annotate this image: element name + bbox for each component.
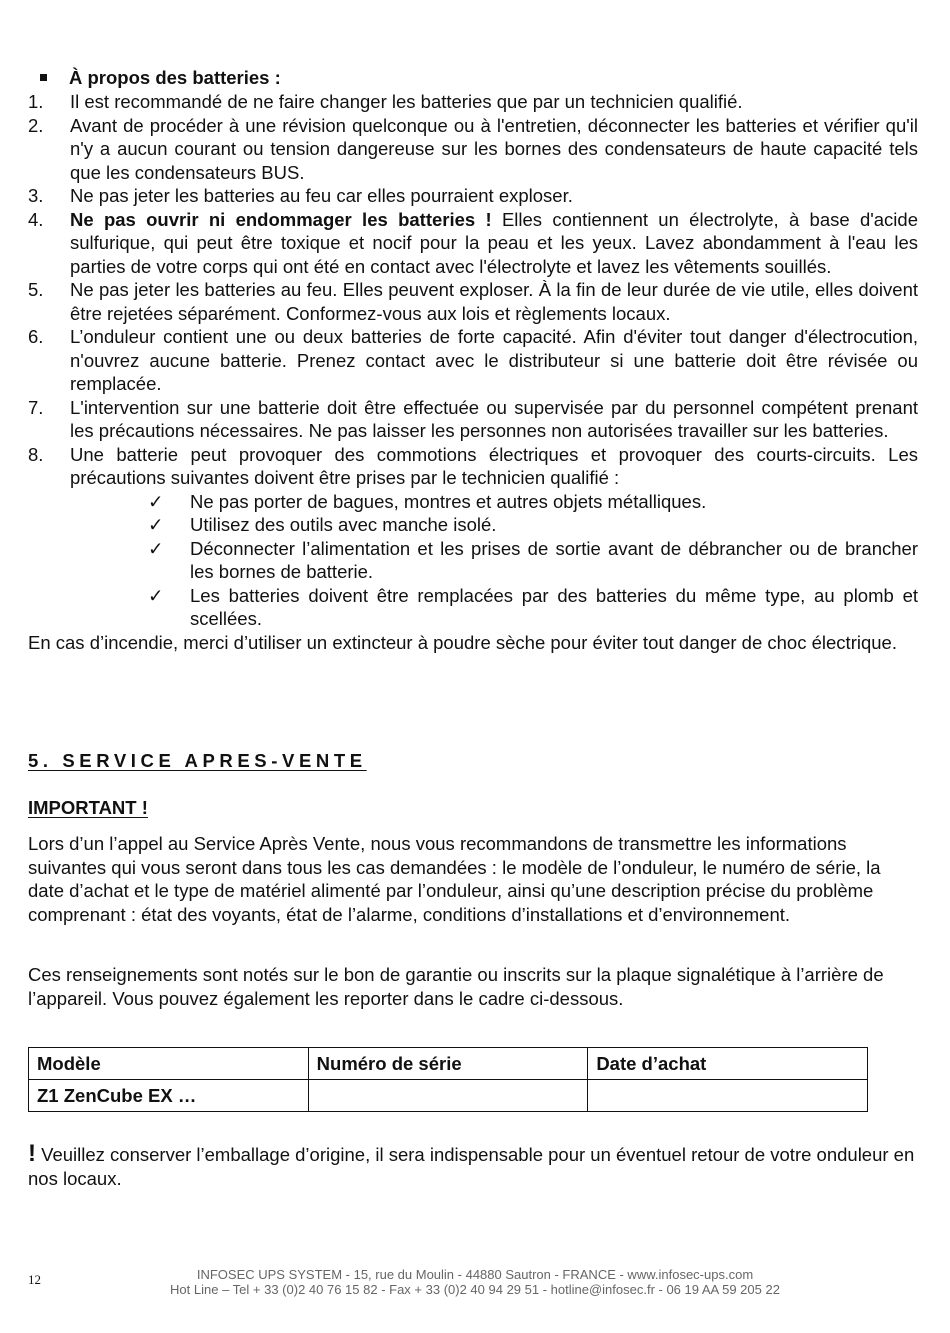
item-text: Elles contiennent un électrolyte, à base d'acide sulfurique, qui peut être toxique et nocif pour la peau et les yeux. Lavez abondamment à l'eau les parties de votre corps qui ont été en contact avec l'électrolyte et lavez les vêtements souillés.	[70, 208, 918, 277]
header-purchase-date: Date d’achat	[588, 1048, 868, 1080]
item-number: 1.	[28, 91, 44, 112]
item-bold-warning: Ne pas ouvrir ni endommager les batteries !	[70, 208, 492, 230]
checklist-text: Utilisez des outils avec manche isolé.	[190, 514, 497, 535]
item-text: Ne pas jeter les batteries au feu car elles pourraient exploser.	[70, 185, 573, 206]
checklist-text: Les batteries doivent être remplacées par des batteries du même type, au plomb et scellées.	[190, 584, 918, 629]
item-number: 6.	[28, 326, 44, 347]
item-number: 5.	[28, 279, 44, 300]
list-item	[28, 184, 918, 208]
item-text: Il est recommandé de ne faire changer les batteries que par un technicien qualifié.	[70, 91, 743, 112]
list-item	[28, 90, 918, 114]
checkmark-icon: ✓	[148, 490, 164, 512]
info-location-paragraph: Ces renseignements sont notés sur le bon de garantie ou inscrits sur la plaque signalétique à l’arrière de l’appareil. Vous pouvez également les reporter dans le cadre ci-dessous.	[28, 964, 884, 1009]
list-item	[28, 325, 918, 396]
checklist-text: Déconnecter l’alimentation et les prises de sortie avant de débrancher ou de brancher les bornes de batterie.	[190, 537, 918, 582]
item-text: Ne pas jeter les batteries au feu. Elles peuvent exploser. À la fin de leur durée de vie utile, elles doivent être rejetées séparément. Conformez-vous aux lois et règlements locaux.	[70, 279, 918, 324]
page-footer	[120, 1267, 830, 1297]
item-text: Avant de procéder à une révision quelconque ou à l'entretien, déconnecter les batteries et vérifier qu'il n'y a aucun courant ou tension dangereuse sur les bornes des condensateurs de haute capacité tels que les condensateurs BUS.	[70, 114, 918, 183]
item-number: 7.	[28, 396, 44, 418]
important-heading: IMPORTANT !	[28, 797, 148, 818]
item-number: 4.	[28, 208, 44, 230]
footer-address: INFOSEC UPS SYSTEM - 15, rue du Moulin - 44880 Sautron - FRANCE - www.infosec-ups.com	[196, 1267, 754, 1282]
checklist-item	[148, 537, 918, 584]
exclamation-icon: !	[28, 1140, 36, 1167]
packaging-note-text: Veuillez conserver l’emballage d’origine, il sera indispensable pour un éventuel retour de votre onduleur en nos locaux.	[28, 1144, 915, 1189]
list-item	[28, 396, 918, 443]
square-bullet-icon	[40, 74, 47, 81]
table-header-row	[29, 1048, 868, 1080]
item-number: 8.	[28, 443, 44, 465]
header-model: Modèle	[29, 1048, 309, 1080]
cell-model: Z1 ZenCube EX …	[29, 1080, 309, 1112]
checklist-item	[148, 513, 918, 537]
packaging-note	[28, 1142, 918, 1190]
checkmark-icon: ✓	[148, 584, 164, 606]
fire-safety-note: En cas d’incendie, merci d’utiliser un extincteur à poudre sèche pour éviter tout danger de choc électrique.	[28, 631, 897, 653]
precautions-checklist	[148, 490, 918, 631]
checklist-item	[148, 490, 918, 514]
battery-section-heading	[40, 67, 281, 89]
section-title: 5. SERVICE APRES-VENTE	[28, 750, 367, 771]
list-item	[28, 114, 918, 185]
checklist-item	[148, 584, 918, 631]
item-text: Une batterie peut provoquer des commotions électriques et provoquer des courts-circuits. Les précautions suivantes doivent être prises par le technicien qualifié :	[70, 443, 918, 488]
cell-serial-number	[308, 1080, 588, 1112]
service-paragraph: Lors d’un l’appel au Service Après Vente, nous vous recommandons de transmettre les informations suivantes qui vous seront dans tous les cas demandées : le modèle de l’onduleur, le numéro de série, la date d’achat et le type de matériel alimenté par l’onduleur, ainsi qu’une description précise du problème comprenant : état des voyants, état de l’alarme, conditions d’installations et d’environnement.	[28, 833, 881, 925]
product-info-table	[28, 1047, 868, 1112]
list-item	[28, 208, 918, 279]
checkmark-icon: ✓	[148, 514, 164, 535]
checkmark-icon: ✓	[148, 537, 164, 559]
list-item	[28, 278, 918, 325]
page-number: 12	[28, 1272, 41, 1287]
header-serial-number: Numéro de série	[308, 1048, 588, 1080]
item-text: L'intervention sur une batterie doit être effectuée ou supervisée par du personnel compétent prenant les précautions nécessaires. Ne pas laisser les personnes non autorisées travailler sur les batteries.	[70, 396, 918, 441]
table-row	[29, 1080, 868, 1112]
item-text: L’onduleur contient une ou deux batteries de forte capacité. Afin d'éviter tout danger d'électrocution, n'ouvrez aucune batterie. Prenez contact avec le distributeur si une batterie doit être révisée ou remplacée.	[70, 326, 918, 394]
checklist-text: Ne pas porter de bagues, montres et autres objets métalliques.	[190, 490, 707, 512]
item-number: 2.	[28, 114, 44, 136]
cell-purchase-date	[588, 1080, 868, 1112]
list-item	[28, 443, 918, 490]
battery-heading-text: À propos des batteries :	[69, 67, 281, 88]
battery-instructions-list	[28, 90, 918, 654]
footer-contact: Hot Line – Tel + 33 (0)2 40 76 15 82 - Fax + 33 (0)2 40 94 29 51 - hotline@infosec.fr - 06 19 AA 59 205 22	[170, 1282, 780, 1297]
item-number: 3.	[28, 185, 44, 206]
